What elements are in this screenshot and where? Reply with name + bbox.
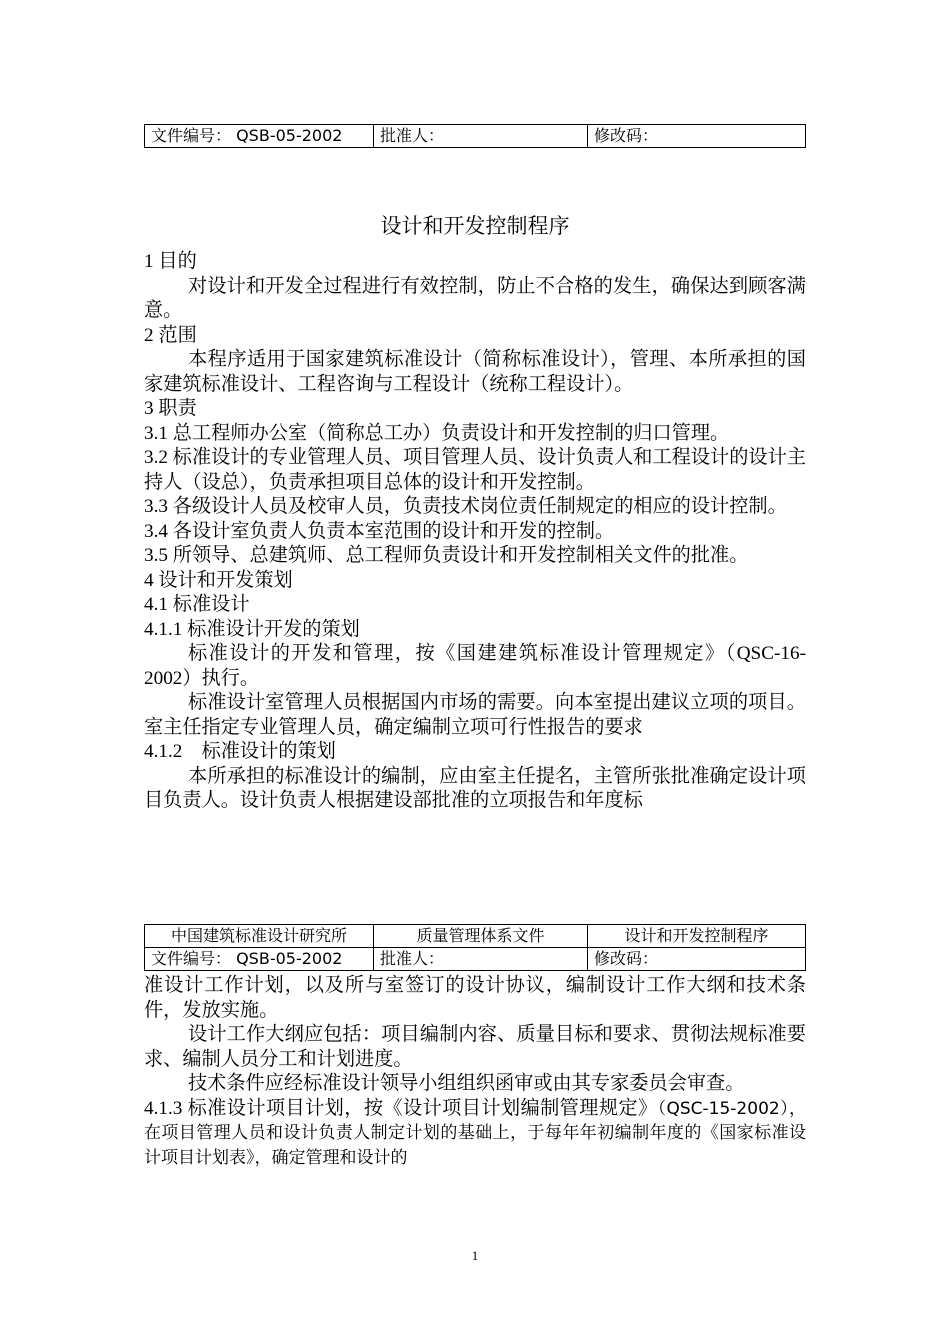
doc-type-cell: 质量管理体系文件 <box>374 925 588 948</box>
section-2-text: 本程序适用于国家建筑标准设计（简称标准设计），管理、本所承担的国家建筑标准设计、工程咨询与工程设计（统称工程设计）。 <box>144 349 806 395</box>
section-4-1-2-p3: 本所承担的标准设计的编制，应由室主任提名，主管所张批准确定设计项目负责人。设计负责人根据建设部批准的立项报告和年度标 <box>144 765 806 811</box>
section-4-1-3-text-a: 4.1.3 标准设计项目计划，按《设计项目计划编制管理规定》 <box>144 1097 658 1119</box>
section-4-1-3-text-b: （QSC-15-2002），在项目管理人员和设计负责人制定计划的基础上，于每年年初编制年度的《国家标准设计项目计划表》，确定管理和设计的 <box>144 1098 806 1168</box>
section-3-5: 3.5 所领导、总建筑师、总工程师负责设计和开发控制相关文件的批准。 <box>144 545 749 566</box>
header-row <box>145 125 806 148</box>
section-2-heading: 2 范围 <box>144 324 197 346</box>
section-4-heading: 4 设计和开发策划 <box>144 569 293 591</box>
header-table <box>144 124 806 148</box>
approver-cell: 批准人： <box>374 948 588 971</box>
section-4-1-2-p5: 设计工作大纲应包括：项目编制内容、质量目标和要求、贯彻法规标准要求、编制人员分工和计划进度。 <box>144 1024 806 1070</box>
section-3-1: 3.1 总工程师办公室（简称总工办）负责设计和开发控制的归口管理。 <box>144 422 730 444</box>
section-4-1-1-heading: 4.1.1 标准设计开发的策划 <box>144 618 360 640</box>
doc-number-cell: 文件编号： QSB-05-2002 <box>145 948 374 971</box>
section-4-1-heading: 4.1 标准设计 <box>144 594 250 615</box>
doc-title-cell: 设计和开发控制程序 <box>588 925 806 948</box>
section-3-3: 3.3 各级设计人员及校审人员，负责技术岗位责任制规定的相应的设计控制。 <box>144 496 787 517</box>
body-page-1-continued <box>144 974 806 1170</box>
approver-cell: 批准人： <box>374 125 588 148</box>
section-3-2: 3.2 标准设计的专业管理人员、项目管理人员、设计负责人和工程设计的设计主持人（设总），负责承担项目总体的设计和开发控制。 <box>144 447 806 493</box>
doc-number-cell: 文件编号： QSB-05-2002 <box>145 125 374 148</box>
running-header-table <box>144 924 806 971</box>
section-1-heading: 1 目的 <box>144 251 197 272</box>
section-4-1-2-p4: 准设计工作计划，以及所与室签订的设计协议，编制设计工作大纲和技术条件，发放实施。 <box>144 975 806 1021</box>
section-1-text: 对设计和开发全过程进行有效控制，防止不合格的发生，确保达到顾客满意。 <box>144 275 806 321</box>
section-4-1-1-p1: 标准设计的开发和管理，按《国建建筑标准设计管理规定》（QSC-16-2002）执行。 <box>144 643 806 689</box>
section-4-1-2-heading: 4.1.2 标准设计的策划 <box>144 741 336 762</box>
revision-cell: 修改码： <box>588 125 806 148</box>
section-3-heading: 3 职责 <box>144 398 197 419</box>
body-page-1 <box>144 250 806 814</box>
section-4-1-3 <box>144 1097 806 1171</box>
section-4-1-1-p2: 标准设计室管理人员根据国内市场的需要。向本室提出建议立项的项目。室主任指定专业管理人员，确定编制立项可行性报告的要求 <box>144 692 806 738</box>
running-header-row-2 <box>145 948 806 971</box>
section-4-1-2-p6: 技术条件应经标准设计领导小组组织函审或由其专家委员会审查。 <box>188 1073 745 1094</box>
page-number: 1 <box>471 1248 479 1263</box>
org-name-cell: 中国建筑标准设计研究所 <box>145 925 374 948</box>
revision-cell: 修改码： <box>588 948 806 971</box>
document-title: 设计和开发控制程序 <box>380 214 570 238</box>
section-3-4: 3.4 各设计室负责人负责本室范围的设计和开发的控制。 <box>144 520 615 542</box>
running-header-row-1 <box>145 925 806 948</box>
